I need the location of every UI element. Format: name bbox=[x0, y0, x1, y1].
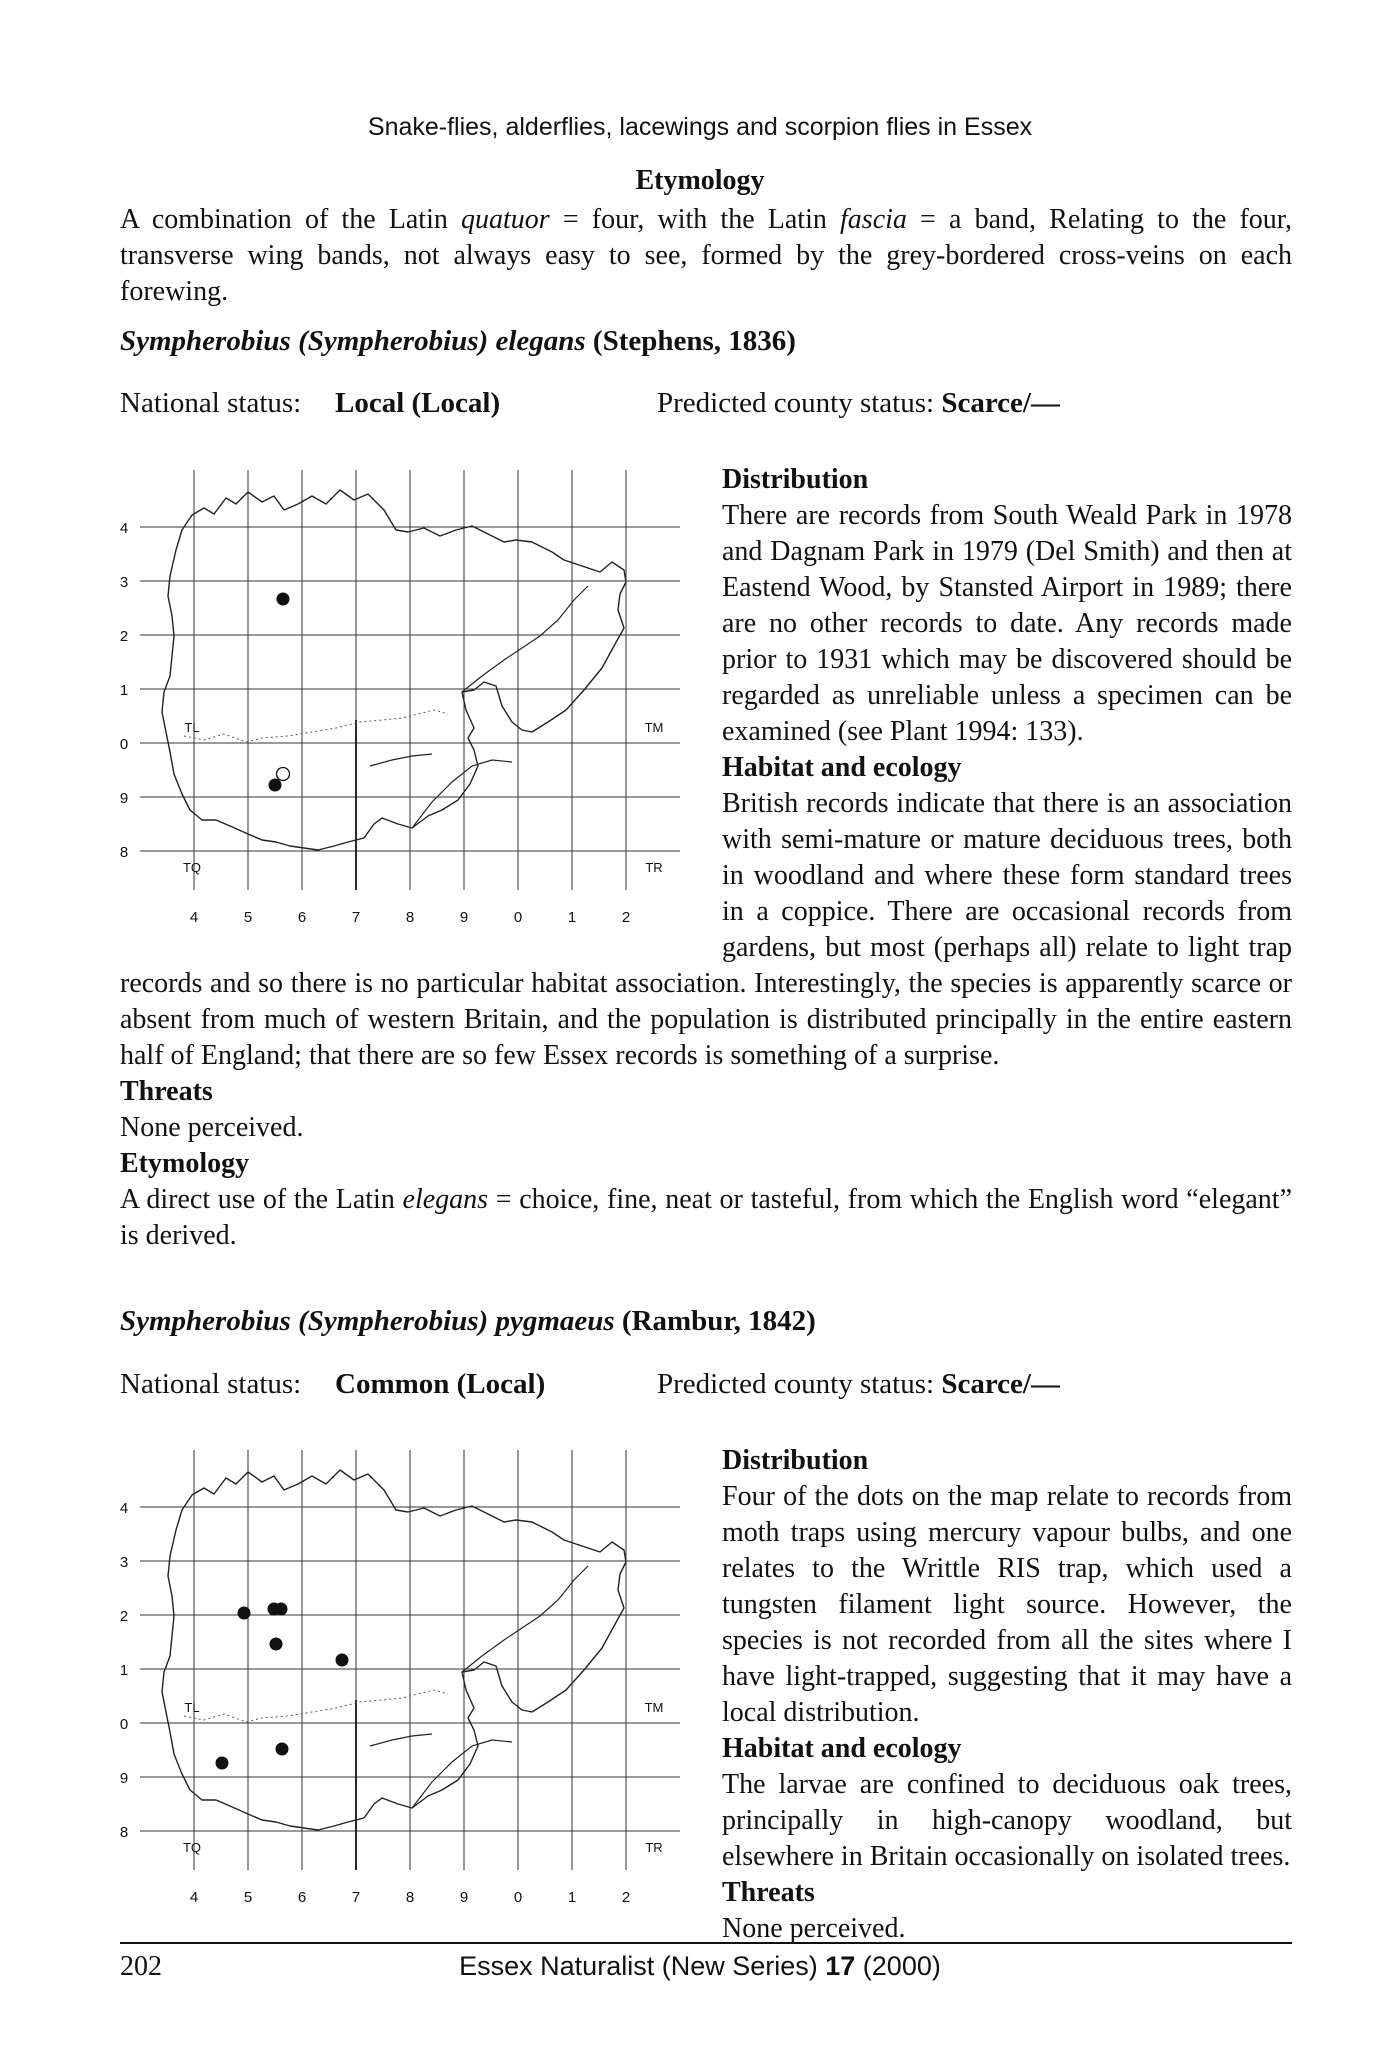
map-row-label: 1 bbox=[119, 1662, 129, 1679]
map-col-label: 1 bbox=[567, 1889, 577, 1906]
map-row-label: 4 bbox=[119, 1500, 129, 1517]
distribution-map-elegans bbox=[112, 470, 692, 940]
predicted-status: Predicted county status: Scarce/— bbox=[657, 1368, 1060, 1400]
footer-rule bbox=[120, 1942, 1292, 1944]
map-row-label: 9 bbox=[119, 790, 129, 807]
page-number: 202 bbox=[120, 1951, 162, 1982]
map-square-tl: TL bbox=[184, 1700, 200, 1715]
predicted-status: Predicted county status: Scarce/— bbox=[657, 387, 1060, 419]
map-row-label: 2 bbox=[119, 1608, 129, 1625]
running-head: Snake-flies, alderflies, lacewings and scorpion flies in Essex bbox=[367, 113, 1033, 141]
distribution-text: There are records from South Weald Park in 1978 and Dagnam Park in 1979 (Del Smith) and then at Eastend Wood, by Stansted Airport in 1989; there are no other records to date. Any records made prior to 1931 which may be discovered should be regarded as unreliable unless a specimen can be examined (see Plant 1994: 133). bbox=[722, 500, 1292, 747]
habitat-text: The larvae are confined to deciduous oak trees, principally in high-canopy woodland, but elsewhere in Britain occasionally on isolated trees. bbox=[722, 1769, 1292, 1872]
map-square-tq: TQ bbox=[182, 860, 202, 875]
record-dot bbox=[269, 779, 282, 792]
national-status-value: Common (Local) bbox=[335, 1368, 546, 1400]
estuary-line bbox=[462, 586, 588, 692]
map-col-label: 2 bbox=[621, 1889, 631, 1906]
county-outline bbox=[162, 1470, 626, 1830]
county-outline bbox=[162, 490, 626, 850]
distribution-text: Four of the dots on the map relate to records from moth traps using mercury vapour bulbs, and one relates to the Writtle RIS trap, which used a tungsten filament light source. However, the species is not recorded from all the sites where I have light-trapped, suggesting that it may have a local distribution. bbox=[722, 1481, 1292, 1728]
record-dot bbox=[277, 593, 290, 606]
map-square-tq: TQ bbox=[182, 1840, 202, 1855]
map-col-label: 0 bbox=[513, 909, 523, 926]
record-dot bbox=[336, 1654, 349, 1667]
map-square-tr: TR bbox=[645, 860, 663, 875]
map-row-label: 9 bbox=[119, 1770, 129, 1787]
threats-heading: Threats bbox=[120, 1076, 213, 1107]
record-dot-open bbox=[277, 768, 290, 781]
national-status-label: National status: bbox=[120, 1368, 302, 1400]
record-dot bbox=[216, 1757, 229, 1770]
dotted-boundary bbox=[184, 710, 448, 742]
distribution-map-pygmaeus bbox=[112, 1450, 692, 1920]
dotted-boundary bbox=[184, 1690, 448, 1722]
estuary-line bbox=[370, 1734, 432, 1746]
estuary-line bbox=[370, 754, 432, 766]
map-row-label: 8 bbox=[119, 844, 129, 861]
map-col-label: 6 bbox=[297, 909, 307, 926]
map-row-label: 1 bbox=[119, 682, 129, 699]
habitat-heading: Habitat and ecology bbox=[722, 1733, 962, 1764]
habitat-text-continued: records and so there is no particular habitat association. Interestingly, the species is apparently scarce or absent from much of western Britain, and the population is distributed principally in the entire eastern half of England; that there are so few Essex records is something of a surprise. bbox=[120, 968, 1292, 1071]
map-col-label: 8 bbox=[405, 1889, 415, 1906]
map-col-label: 4 bbox=[189, 909, 199, 926]
etymology-heading-top: Etymology bbox=[635, 165, 765, 196]
journal-citation: Essex Naturalist (New Series) 17 (2000) bbox=[459, 1951, 941, 1981]
map-col-label: 9 bbox=[459, 1889, 469, 1906]
species-title-elegans: Sympherobius (Sympherobius) elegans (Stephens, 1836) bbox=[120, 325, 796, 357]
map-row-label: 3 bbox=[119, 574, 129, 591]
map-col-label: 7 bbox=[351, 909, 361, 926]
map-row-label: 3 bbox=[119, 1554, 129, 1571]
habitat-text: British records indicate that there is an association with semi-mature or mature deciduous trees, both in woodland and where these form standard trees in a coppice. There are occasional records from gardens, but most (perhaps all) relate to light trap bbox=[722, 788, 1292, 963]
map-col-label: 4 bbox=[189, 1889, 199, 1906]
etymology-text-top: A combination of the Latin quatuor = four, with the Latin fascia = a band, Relating to the four, transverse wing bands, not always easy to see, formed by the grey-bordered cross-veins on each forewing. bbox=[120, 204, 1292, 307]
threats-text: None perceived. bbox=[722, 1913, 906, 1944]
record-dot bbox=[238, 1607, 251, 1620]
map-row-label: 4 bbox=[119, 520, 129, 537]
map-col-label: 1 bbox=[567, 909, 577, 926]
etymology-heading: Etymology bbox=[120, 1148, 250, 1179]
habitat-heading: Habitat and ecology bbox=[722, 752, 962, 783]
map-square-tr: TR bbox=[645, 1840, 663, 1855]
map-col-label: 2 bbox=[621, 909, 631, 926]
map-col-label: 0 bbox=[513, 1889, 523, 1906]
map-col-label: 5 bbox=[243, 1889, 253, 1906]
record-dot bbox=[275, 1603, 288, 1616]
map-col-label: 9 bbox=[459, 909, 469, 926]
species2-right-column bbox=[722, 1443, 1292, 1947]
map-col-label: 5 bbox=[243, 909, 253, 926]
estuary-line bbox=[462, 1566, 588, 1672]
distribution-heading: Distribution bbox=[722, 1445, 869, 1476]
map-row-label: 2 bbox=[119, 628, 129, 645]
map-square-tm: TM bbox=[644, 720, 664, 735]
map-col-label: 8 bbox=[405, 909, 415, 926]
threats-text: None perceived. bbox=[120, 1112, 304, 1143]
threats-heading: Threats bbox=[722, 1877, 815, 1908]
distribution-heading: Distribution bbox=[722, 464, 869, 495]
species-title-pygmaeus: Sympherobius (Sympherobius) pygmaeus (Rambur, 1842) bbox=[120, 1305, 816, 1337]
map-square-tl: TL bbox=[184, 720, 200, 735]
etymology-text: A direct use of the Latin elegans = choice, fine, neat or tasteful, from which the English word “elegant” is derived. bbox=[120, 1184, 1293, 1251]
record-dot bbox=[270, 1638, 283, 1651]
species1-full-width bbox=[120, 966, 1292, 1254]
species1-right-column bbox=[722, 462, 1292, 966]
record-dot bbox=[276, 1743, 289, 1756]
map-col-label: 7 bbox=[351, 1889, 361, 1906]
national-status-value: Local (Local) bbox=[335, 387, 501, 419]
national-status-label: National status: bbox=[120, 387, 302, 419]
map-row-label: 0 bbox=[119, 1716, 129, 1733]
map-col-label: 6 bbox=[297, 1889, 307, 1906]
map-square-tm: TM bbox=[644, 1700, 664, 1715]
map-row-label: 8 bbox=[119, 1824, 129, 1841]
map-row-label: 0 bbox=[119, 736, 129, 753]
